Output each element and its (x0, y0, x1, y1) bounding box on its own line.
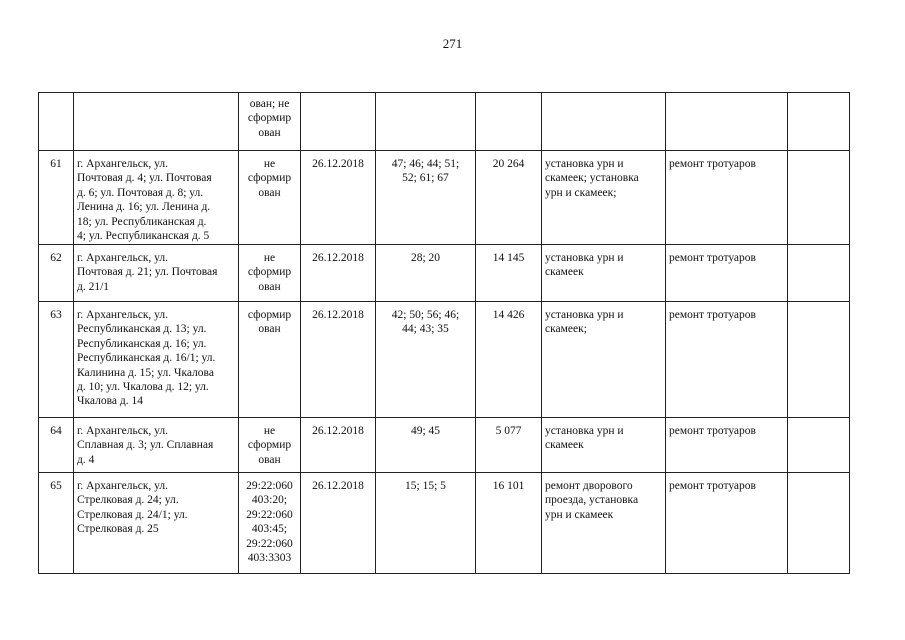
table-body (39, 93, 850, 574)
date: 26.12.2018 (312, 252, 364, 264)
cell-address (74, 245, 239, 302)
address-line: Стрелковая д. 25 (77, 523, 159, 536)
row-number: 65 (50, 480, 62, 492)
cadastral-line: 29:22:060 (246, 537, 293, 550)
works-line: установка урн и (545, 158, 624, 170)
address-line: г. Архангельск, ул. (77, 309, 169, 321)
cell-works-planned (542, 418, 666, 473)
cadastral-line: 29:22:060 (246, 480, 293, 492)
address-line: Республиканская д. 16; ул. (77, 337, 207, 350)
houses-line: 44; 43; 35 (402, 323, 449, 336)
area: 20 264 (492, 158, 525, 170)
cadastral-line: не (263, 252, 276, 264)
cell-number (39, 245, 74, 302)
works-line: установка урн и (545, 309, 624, 321)
cell-works-additional (666, 302, 788, 418)
cell-cadastral (239, 93, 301, 151)
area: 14 145 (492, 252, 525, 264)
cell-works-planned (542, 93, 666, 151)
cell-empty (788, 302, 850, 418)
address-line: Чкалова д. 14 (77, 395, 143, 408)
table-row (39, 473, 850, 574)
cadastral-line: сформир (247, 266, 292, 279)
works-line: скамеек; (545, 323, 587, 336)
address-line: г. Архангельск, ул. (77, 425, 169, 437)
cell-empty (788, 418, 850, 473)
cell-works-planned (542, 473, 666, 574)
cadastral-line: ован (258, 453, 281, 466)
works-line: проезда, установка (545, 494, 639, 507)
cadastral-line: ован (258, 126, 281, 139)
cell-houses (376, 473, 476, 574)
address-line: Почтовая д. 21; ул. Почтовая (77, 266, 218, 279)
works-line: ремонт тротуаров (669, 309, 756, 321)
address-line: Стрелковая д. 24; ул. (77, 494, 179, 507)
cadastral-line: 403:3303 (247, 552, 292, 565)
address-line: 18; ул. Республиканская д. (77, 215, 207, 228)
works-line: скамеек; установка (545, 172, 639, 185)
address-line: Почтовая д. 4; ул. Почтовая (77, 172, 212, 185)
address-line: д. 21/1 (77, 280, 110, 293)
cell-works-planned (542, 151, 666, 245)
houses-line: 47; 46; 44; 51; (391, 158, 460, 170)
date: 26.12.2018 (312, 425, 364, 437)
works-line: ремонт дворового (545, 480, 633, 492)
area: 16 101 (492, 480, 525, 492)
works-line: ремонт тротуаров (669, 480, 756, 492)
cadastral-line: сформир (247, 112, 292, 125)
cell-date (301, 93, 376, 151)
cadastral-line: ован; не (249, 98, 290, 110)
date: 26.12.2018 (312, 158, 364, 170)
address-line: Стрелковая д. 24/1; ул. (77, 508, 188, 521)
cell-cadastral (239, 473, 301, 574)
address-line: д. 4 (77, 453, 95, 466)
works-line: установка урн и (545, 252, 624, 264)
table-row (39, 418, 850, 473)
address-line: д. 6; ул. Почтовая д. 8; ул. (77, 186, 204, 199)
cell-address (74, 418, 239, 473)
table-row (39, 151, 850, 245)
address-line: Республиканская д. 13; ул. (77, 323, 207, 336)
table-row (39, 93, 850, 151)
cell-cadastral (239, 245, 301, 302)
cell-empty (788, 151, 850, 245)
row-number: 62 (50, 252, 62, 264)
cell-works-planned (542, 302, 666, 418)
works-line: ремонт тротуаров (669, 252, 756, 264)
cell-number (39, 302, 74, 418)
houses-line: 42; 50; 56; 46; (391, 309, 460, 321)
cell-area (476, 473, 542, 574)
address-line: Республиканская д. 16/1; ул. (77, 352, 216, 365)
works-line: урн и скамеек; (545, 186, 617, 199)
cell-address (74, 473, 239, 574)
cadastral-line: не (263, 425, 276, 437)
cell-cadastral (239, 418, 301, 473)
cell-date (301, 302, 376, 418)
houses-line: 15; 15; 5 (405, 480, 446, 492)
date: 26.12.2018 (312, 309, 364, 321)
area: 14 426 (492, 309, 525, 321)
cell-date (301, 245, 376, 302)
cell-date (301, 151, 376, 245)
cadastral-line: сформир (247, 172, 292, 185)
row-number: 63 (50, 309, 62, 321)
cadastral-line: не (263, 158, 276, 170)
works-line: скамеек (545, 266, 584, 279)
table-row (39, 245, 850, 302)
cell-works-additional (666, 151, 788, 245)
cell-address (74, 302, 239, 418)
cell-works-additional (666, 473, 788, 574)
cadastral-line: 403:20; (251, 494, 288, 507)
cell-empty (788, 245, 850, 302)
cadastral-line: ован (258, 186, 281, 199)
cell-houses (376, 418, 476, 473)
address-line: г. Архангельск, ул. (77, 158, 169, 170)
cell-houses (376, 245, 476, 302)
cadastral-line: сформир (247, 439, 292, 452)
houses-line: 28; 20 (410, 252, 441, 264)
address-line: Ленина д. 16; ул. Ленина д. (77, 201, 211, 214)
date: 26.12.2018 (312, 480, 364, 492)
works-line: ремонт тротуаров (669, 425, 756, 437)
cell-houses (376, 302, 476, 418)
address-line: Сплавная д. 3; ул. Сплавная (77, 439, 214, 452)
cell-empty (788, 93, 850, 151)
area: 5 077 (495, 425, 522, 437)
address-line: г. Архангельск, ул. (77, 480, 169, 492)
cell-number (39, 473, 74, 574)
cell-works-additional (666, 418, 788, 473)
cadastral-line: 29:22:060 (246, 508, 293, 521)
address-line: г. Архангельск, ул. (77, 252, 169, 264)
cell-date (301, 418, 376, 473)
cell-area (476, 418, 542, 473)
cell-address (74, 93, 239, 151)
address-line: 4; ул. Республиканская д. 5 (77, 230, 210, 243)
works-line: скамеек (545, 439, 584, 452)
houses-line: 52; 61; 67 (402, 172, 449, 185)
works-line: ремонт тротуаров (669, 158, 756, 170)
cadastral-line: ован (258, 323, 281, 336)
works-line: установка урн и (545, 425, 624, 437)
cell-date (301, 473, 376, 574)
cell-area (476, 151, 542, 245)
works-line: урн и скамеек (545, 508, 614, 521)
cell-works-additional (666, 93, 788, 151)
address-line: Калинина д. 15; ул. Чкалова (77, 366, 214, 379)
cell-works-planned (542, 245, 666, 302)
cell-houses (376, 151, 476, 245)
cell-area (476, 93, 542, 151)
houses-line: 49; 45 (410, 425, 441, 437)
cell-number (39, 151, 74, 245)
row-number: 61 (50, 158, 62, 170)
cell-number (39, 93, 74, 151)
cell-houses (376, 93, 476, 151)
address-line: д. 10; ул. Чкалова д. 12; ул. (77, 381, 209, 394)
improvement-table (38, 92, 850, 574)
cadastral-line: сформир (247, 309, 292, 321)
cell-number (39, 418, 74, 473)
cell-empty (788, 473, 850, 574)
cell-cadastral (239, 302, 301, 418)
cell-works-additional (666, 245, 788, 302)
row-number: 64 (50, 425, 62, 437)
cadastral-line: ован (258, 280, 281, 293)
cell-address (74, 151, 239, 245)
cadastral-line: 403:45; (251, 523, 288, 536)
cell-area (476, 245, 542, 302)
cell-area (476, 302, 542, 418)
page-number: 271 (442, 36, 463, 51)
table-row (39, 302, 850, 418)
cell-cadastral (239, 151, 301, 245)
